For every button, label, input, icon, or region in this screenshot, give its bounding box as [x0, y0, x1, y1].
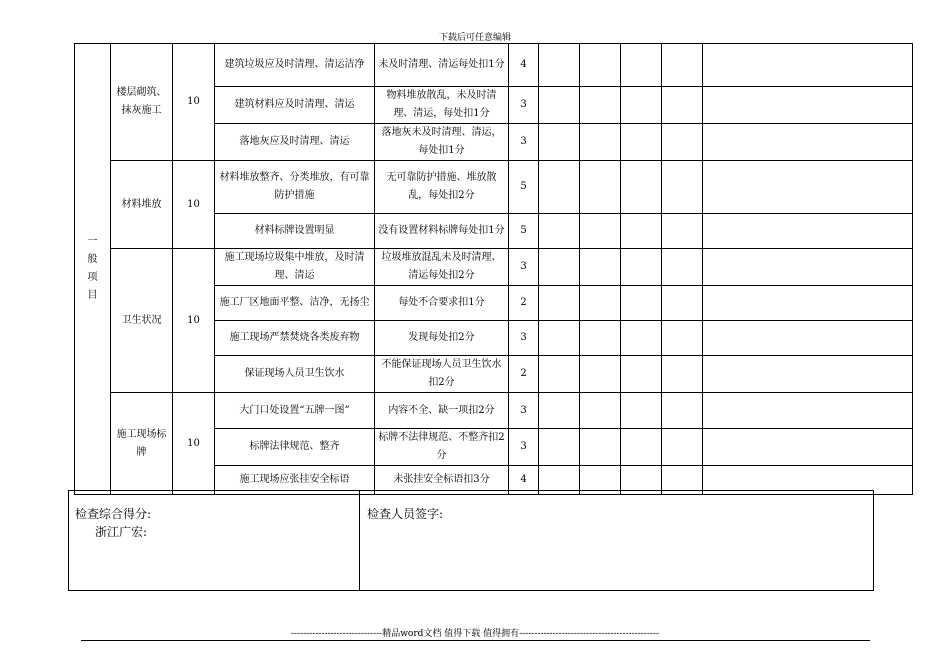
- empty-cell[interactable]: [703, 393, 913, 429]
- score-cell: 3: [509, 87, 539, 124]
- empty-cell[interactable]: [621, 44, 662, 87]
- score-cell: 4: [509, 44, 539, 87]
- deduction-cell: 每处不合要求扣1分: [375, 286, 509, 321]
- empty-cell[interactable]: [703, 249, 913, 286]
- deduction-cell: 没有设置材料标牌每处扣1分: [375, 214, 509, 249]
- empty-cell[interactable]: [662, 214, 703, 249]
- deduction-cell: 未及时清理、清运每处扣1分: [375, 44, 509, 87]
- standard-cell: 大门口处设置“五牌一图”: [215, 393, 375, 429]
- empty-cell[interactable]: [539, 214, 580, 249]
- summary-box: [68, 490, 874, 591]
- empty-cell[interactable]: [580, 429, 621, 466]
- empty-cell[interactable]: [539, 87, 580, 124]
- standard-cell: 材料标牌设置明显: [215, 214, 375, 249]
- deduction-cell: 内容不全、缺一项扣2分: [375, 393, 509, 429]
- deduction-cell: 落地灰未及时清理、清运，每处扣1分: [375, 124, 509, 161]
- empty-cell[interactable]: [703, 161, 913, 214]
- score-cell: 3: [509, 249, 539, 286]
- empty-cell[interactable]: [580, 87, 621, 124]
- empty-cell[interactable]: [539, 321, 580, 356]
- standard-cell: 落地灰应及时清理、清运: [215, 124, 375, 161]
- empty-cell[interactable]: [662, 393, 703, 429]
- empty-cell[interactable]: [662, 44, 703, 87]
- deduction-cell: 发现每处扣2分: [375, 321, 509, 356]
- score-cell: 3: [509, 429, 539, 466]
- empty-cell[interactable]: [662, 429, 703, 466]
- empty-cell[interactable]: [662, 249, 703, 286]
- empty-cell[interactable]: [662, 124, 703, 161]
- empty-cell[interactable]: [703, 124, 913, 161]
- empty-cell[interactable]: [580, 249, 621, 286]
- score-cell: 3: [509, 393, 539, 429]
- standard-cell: 施工现场应张挂安全标语: [215, 466, 375, 495]
- empty-cell[interactable]: [662, 161, 703, 214]
- table-row: [75, 161, 913, 214]
- empty-cell[interactable]: [539, 44, 580, 87]
- score-cell: 4: [509, 466, 539, 495]
- category-name-cell: 材料堆放: [111, 161, 173, 249]
- full-score-cell: 10: [173, 249, 215, 393]
- empty-cell[interactable]: [703, 44, 913, 87]
- deduction-cell: 未张挂安全标语扣3分: [375, 466, 509, 495]
- empty-cell[interactable]: [621, 393, 662, 429]
- deduction-cell: 物料堆放散乱，未及时清理、清运，每处扣1分: [375, 87, 509, 124]
- empty-cell[interactable]: [703, 321, 913, 356]
- empty-cell[interactable]: [539, 249, 580, 286]
- standard-cell: 施工厂区地面平整、洁净，无扬尘: [215, 286, 375, 321]
- table-row: [75, 44, 913, 87]
- empty-cell[interactable]: [621, 356, 662, 393]
- deduction-cell: 无可靠防护措施、堆放散乱，每处扣2分: [375, 161, 509, 214]
- empty-cell[interactable]: [662, 286, 703, 321]
- category-name-cell: 楼层砌筑、抹灰施工: [111, 44, 173, 161]
- empty-cell[interactable]: [662, 321, 703, 356]
- empty-cell[interactable]: [703, 429, 913, 466]
- empty-cell[interactable]: [580, 161, 621, 214]
- standard-cell: 建筑材料应及时清理、清运: [215, 87, 375, 124]
- empty-cell[interactable]: [580, 124, 621, 161]
- full-score-cell: 10: [173, 393, 215, 495]
- empty-cell[interactable]: [703, 356, 913, 393]
- score-cell: 2: [509, 356, 539, 393]
- score-section: [69, 491, 360, 590]
- empty-cell[interactable]: [662, 87, 703, 124]
- empty-cell[interactable]: [621, 249, 662, 286]
- empty-cell[interactable]: [662, 356, 703, 393]
- standard-cell: 材料堆放整齐、分类堆放，有可靠防护措施: [215, 161, 375, 214]
- score-cell: 3: [509, 124, 539, 161]
- empty-cell[interactable]: [621, 124, 662, 161]
- page-header: 下载后可任意编辑: [438, 33, 511, 43]
- standard-cell: 施工现场严禁焚烧各类废弃物: [215, 321, 375, 356]
- empty-cell[interactable]: [621, 286, 662, 321]
- empty-cell[interactable]: [703, 87, 913, 124]
- score-cell: 3: [509, 321, 539, 356]
- empty-cell[interactable]: [580, 321, 621, 356]
- standard-cell: 施工现场垃圾集中堆放，及时清理、清运: [215, 249, 375, 286]
- company-label: 浙江广宏:: [95, 525, 148, 539]
- page-footer: ------------------------------精品word文档 值得下载 值得拥有----------------------------------------------: [290, 629, 660, 639]
- full-score-cell: 10: [173, 161, 215, 249]
- deduction-cell: 不能保证现场人员卫生饮水扣2分: [375, 356, 509, 393]
- table-row: [75, 249, 913, 286]
- standard-cell: 保证现场人员卫生饮水: [215, 356, 375, 393]
- empty-cell[interactable]: [539, 429, 580, 466]
- empty-cell[interactable]: [621, 87, 662, 124]
- deduction-cell: 标牌不法律规范、不整齐扣2分: [375, 429, 509, 466]
- table-row: [75, 393, 913, 429]
- empty-cell[interactable]: [621, 321, 662, 356]
- empty-cell[interactable]: [539, 393, 580, 429]
- empty-cell[interactable]: [580, 214, 621, 249]
- empty-cell[interactable]: [580, 44, 621, 87]
- category-name-cell: 卫生状况: [111, 249, 173, 393]
- category-name-cell: 施工现场标牌: [111, 393, 173, 495]
- empty-cell[interactable]: [539, 356, 580, 393]
- empty-cell[interactable]: [580, 356, 621, 393]
- footer-divider: [81, 640, 870, 641]
- empty-cell[interactable]: [621, 214, 662, 249]
- section-label-cell: 一 般 项 目: [75, 44, 111, 495]
- empty-cell[interactable]: [703, 214, 913, 249]
- empty-cell[interactable]: [580, 286, 621, 321]
- empty-cell[interactable]: [539, 286, 580, 321]
- total-score-label: 检查综合得分:: [75, 507, 152, 521]
- empty-cell[interactable]: [539, 161, 580, 214]
- score-cell: 5: [509, 161, 539, 214]
- inspection-table: [74, 43, 913, 495]
- empty-cell[interactable]: [539, 124, 580, 161]
- score-cell: 2: [509, 286, 539, 321]
- score-cell: 5: [509, 214, 539, 249]
- empty-cell[interactable]: [703, 286, 913, 321]
- empty-cell[interactable]: [580, 393, 621, 429]
- standard-cell: 建筑垃圾应及时清理、清运洁净: [215, 44, 375, 87]
- inspector-signature-label: 检查人员签字:: [367, 507, 444, 521]
- empty-cell[interactable]: [621, 429, 662, 466]
- full-score-cell: 10: [173, 44, 215, 161]
- deduction-cell: 垃圾堆放混乱未及时清理、清运每处扣2分: [375, 249, 509, 286]
- empty-cell[interactable]: [621, 161, 662, 214]
- standard-cell: 标牌法律规范、整齐: [215, 429, 375, 466]
